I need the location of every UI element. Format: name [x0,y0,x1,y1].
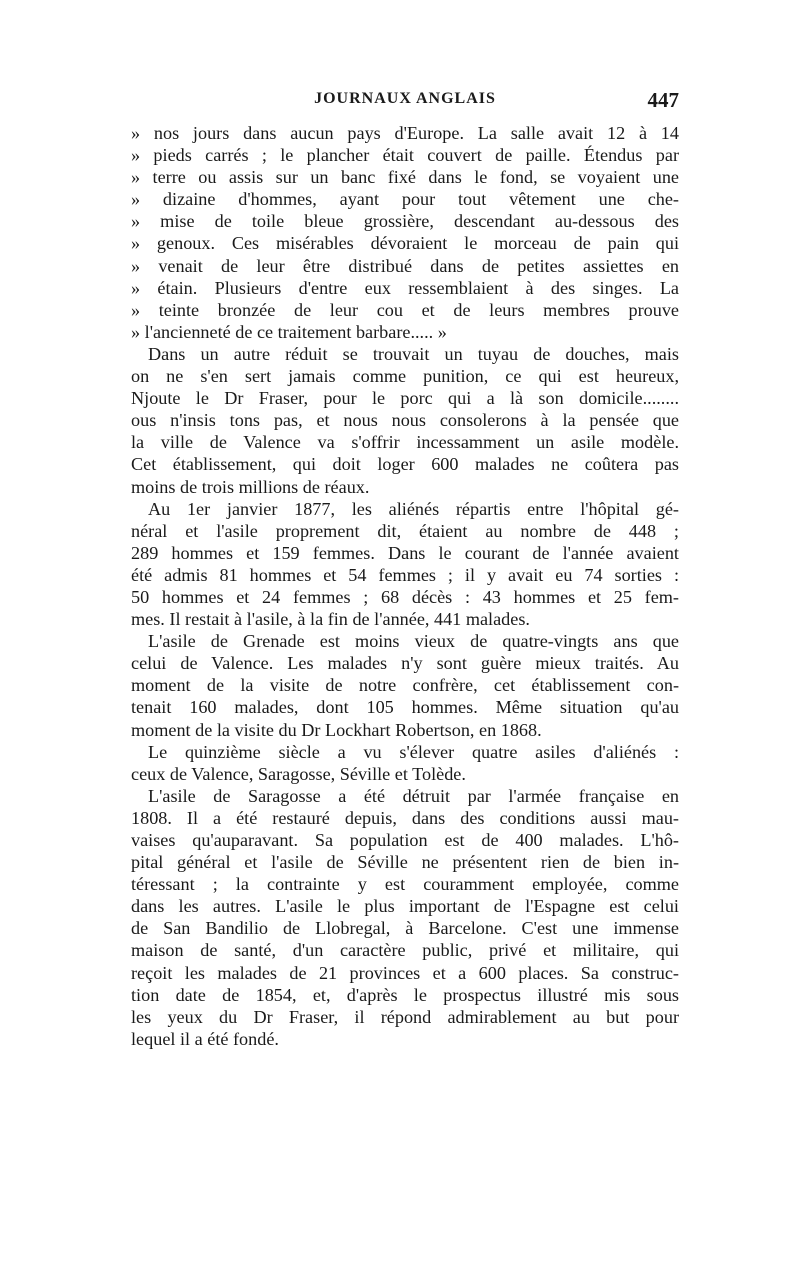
text-line: Dans un autre réduit se trouvait un tuyau de douches, mais [148,343,679,364]
text-line: L'asile de Saragosse a été détruit par l'armée française en [148,785,679,806]
text-line: » l'ancienneté de ce traitement barbare..... » [131,321,447,342]
text-line: néral et l'asile proprement dit, étaient au nombre de 448 ; [131,520,679,541]
text-line: 289 hommes et 159 femmes. Dans le courant de l'année avaient [131,542,679,563]
text-line: Njoute le Dr Fraser, pour le porc qui a là son domicile........ [131,388,679,409]
text-line: tion date de 1854, et, d'après le prospectus illustré mis sous [131,984,679,1005]
text-line: pital général et l'asile de Séville ne présentent rien de bien in- [131,852,679,873]
text-line: » genoux. Ces misérables dévoraient le morceau de pain qui [131,233,679,254]
text-line: » pieds carrés ; le plancher était couvert de paille. Étendus par [131,145,679,166]
text-line: on ne s'en sert jamais comme punition, ce qui est heureux, [131,366,679,387]
running-header [131,88,679,118]
text-line: moment de la visite de notre confrère, cet établissement con- [131,675,679,696]
book-page [131,88,679,1050]
text-line: » dizaine d'hommes, ayant pour tout vêtement une che- [131,189,679,210]
text-line: vaises qu'auparavant. Sa population est de 400 malades. L'hô- [131,830,679,850]
text-line: lequel il a été fondé. [131,1028,279,1049]
text-line: » nos jours dans aucun pays d'Europe. La salle avait 12 à 14 [131,123,679,143]
text-line: Le quinzième siècle a vu s'élever quatre asiles d'aliénés : [148,741,679,762]
text-line: 50 hommes et 24 femmes ; 68 décès : 43 hommes et 25 fem- [131,586,679,607]
text-line: » mise de toile bleue grossière, descendant au-dessous des [131,211,679,232]
text-line: 1808. Il a été restauré depuis, dans des conditions aussi mau- [131,807,679,828]
text-line: maison de santé, d'un caractère public, privé et militaire, qui [131,940,679,961]
text-line: » venait de leur être distribué dans de petites assiettes en [131,255,679,276]
text-line: la ville de Valence va s'offrir incessamment un asile modèle. [131,432,679,453]
text-line: moment de la visite du Dr Lockhart Robertson, en 1868. [131,719,542,740]
text-line: » teinte bronzée de leur cou et de leurs membres prouve [131,299,679,320]
text-line: tenait 160 malades, dont 105 hommes. Même situation qu'au [131,697,679,718]
text-line: celui de Valence. Les malades n'y sont guère mieux traités. Au [131,653,679,674]
text-line: Cet établissement, qui doit loger 600 malades ne coûtera pas [131,454,679,475]
text-line: reçoit les malades de 21 provinces et a 600 places. Sa construc- [131,962,679,983]
text-line: été admis 81 hommes et 54 femmes ; il y avait eu 74 sorties : [131,564,679,585]
text-line: Au 1er janvier 1877, les aliénés répartis entre l'hôpital gé- [148,498,679,519]
text-line: mes. Il restait à l'asile, à la fin de l'année, 441 malades. [131,609,530,630]
text-line: » étain. Plusieurs d'entre eux ressemblaient à des singes. La [131,277,679,298]
text-line: les yeux du Dr Fraser, il répond admirablement au but pour [131,1006,679,1027]
text-line: de San Bandilio de Llobregal, à Barcelone. C'est une immense [131,918,679,939]
text-line: » terre ou assis sur un banc fixé dans le fond, se voyaient une [131,167,679,188]
text-line: téressant ; la contrainte y est couramment employée, comme [131,874,679,895]
page-number: 447 [647,88,679,112]
body-text [131,122,679,1050]
running-title: JOURNAUX ANGLAIS [314,90,496,107]
text-line: L'asile de Grenade est moins vieux de quatre-vingts ans que [148,631,679,652]
text-line: moins de trois millions de réaux. [131,476,370,497]
text-line: ous n'insis tons pas, et nous nous consolerons à la pensée que [131,410,679,431]
text-line: dans les autres. L'asile le plus important de l'Espagne est celui [131,896,679,917]
text-line: ceux de Valence, Saragosse, Séville et Tolède. [131,763,466,784]
